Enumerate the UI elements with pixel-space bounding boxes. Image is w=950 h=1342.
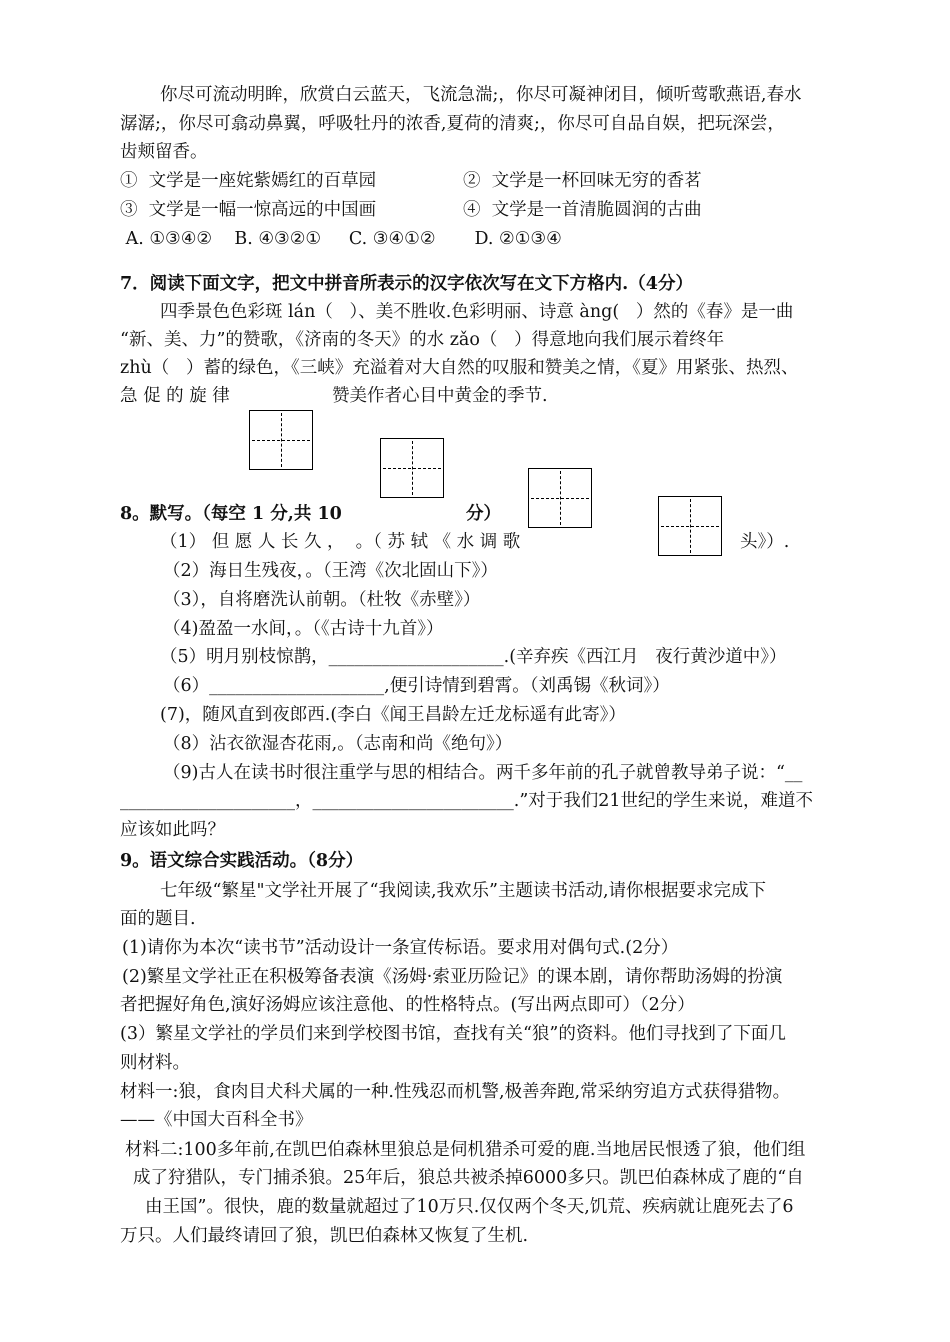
q7-line-4a: 急 促 的 旋 律 <box>120 386 230 406</box>
q6-option-3: ③ 文学是一幅一惊高远的中国画 <box>120 200 377 220</box>
q8-item-9b: ____________________，_______________________.”对于我们21世纪的学生来说，难道不 <box>120 791 814 811</box>
q8-item-3: （3），自将磨洗认前朝。（杜牧《赤壁》） <box>163 590 481 610</box>
q8-item-4: （4)盈盈一水间，。（《古诗十九首》） <box>163 619 444 639</box>
q9-sub-2b: 者把握好角色,演好汤姆应该注意他、的性格特点。(写出两点即可）（2分） <box>120 995 695 1015</box>
q6-choices: A. ①③④② B. ④③②① C. ③④①② D. ②①③④ <box>120 229 562 249</box>
q8-item-1b: 头》）. <box>740 532 790 552</box>
q9-material-2d: 万只。人们最终请回了狼，凯巴伯森林又恢复了生机. <box>120 1226 529 1246</box>
q8-item-9a: （9)古人在读书时很注重学与思的相结合。两千多年前的孔子就曾教导弟子说：“__ <box>163 763 803 783</box>
q6-passage-line-1: 你尽可流动明眸，欣赏白云蓝天，飞流急湍;，你尽可凝神闭目，倾听莺歌燕语,春水 <box>160 85 802 105</box>
q9-sub-2a: (2)繁星文学社正在积极筹备表演《汤姆·索亚历险记》的课本剧，请你帮助汤姆的扮演 <box>122 967 783 987</box>
answer-grid-4[interactable] <box>658 496 722 556</box>
q9-sub-3b: 则材料。 <box>120 1053 190 1073</box>
q9-intro-2: 面的题目. <box>120 909 196 929</box>
q9-material-1a: 材料一:狼，食肉目犬科犬属的一种.性残忍而机警,极善奔跑,常采纳穷追方式获得猎物。 <box>120 1082 791 1102</box>
q6-passage-line-3: 齿颊留香。 <box>120 142 208 162</box>
q6-option-1: ① 文学是一座姹紫嫣红的百草园 <box>120 171 377 191</box>
answer-grid-3[interactable] <box>528 468 592 528</box>
q8-title-b: 分） <box>466 504 501 524</box>
q8-item-5: （5）明月别枝惊鹊，____________________.(辛弃疾《西江月 夜行黄沙道中》） <box>160 647 787 667</box>
q7-line-1: 四季景色色彩斑 lán（ ）、美不胜收.色彩明丽、诗意 àng( ）然的《春》是一曲 <box>160 302 794 322</box>
q9-intro-1: 七年级“繁星"文学社开展了“我阅读,我欢乐”主题读书活动,请你根据要求完成下 <box>160 881 767 901</box>
q7-title: 7．阅读下面文字，把文中拼音所表示的汉字依次写在文下方格内.（4分） <box>120 274 693 294</box>
q9-sub-1: (1)请你为本次“读书节”活动设计一条宣传标语。要求用对偶句式.(2分） <box>122 938 679 958</box>
q7-line-4b: 赞美作者心目中黄金的季节. <box>332 386 548 406</box>
q8-item-1a: （1） 但 愿 人 长 久 ， 。（ 苏 轼 《 水 调 歌 <box>160 532 521 552</box>
q6-option-4: ④ 文学是一首清脆圆润的古曲 <box>463 200 702 220</box>
q9-material-2a: 材料二:100多年前,在凯巴伯森林里狼总是伺机猎杀可爱的鹿.当地居民恨透了狼，他们组 <box>125 1140 806 1160</box>
q8-item-7: (7)，随风直到夜郎西.(李白《闻王昌龄左迁龙标遥有此寄》） <box>160 705 626 725</box>
q9-material-1b: ——《中国大百科全书》 <box>120 1110 313 1130</box>
q9-material-2c: 由王国”。很快，鹿的数量就超过了10万只.仅仅两个冬天,饥荒、疾病就让鹿死去了6 <box>145 1197 794 1217</box>
q8-item-8: （8）沾衣欲湿杏花雨,。（志南和尚《绝句》） <box>163 734 513 754</box>
q8-item-2: （2）海日生残夜，。（王湾《次北固山下》） <box>163 561 498 581</box>
q9-sub-3a: (3）繁星文学社的学员们来到学校图书馆，查找有关“狼”的资料。他们寻找到了下面几 <box>120 1024 786 1044</box>
answer-grid-1[interactable] <box>249 410 313 470</box>
q7-line-2: “新、美、力”的赞歌，《济南的冬天》的水 zǎo（ ）得意地向我们展示着终年 <box>120 330 725 350</box>
q7-line-3: zhù（ ）蓄的绿色，《三峡》充溢着对大自然的叹服和赞美之情，《夏》用紧张、热烈、 <box>120 358 799 378</box>
q8-title-a: 8。默写。（每空 1 分,共 10 <box>120 504 342 524</box>
q6-passage-line-2: 潺潺;，你尽可翕动鼻翼，呼吸牡丹的浓香,夏荷的清爽;，你尽可自品自娱，把玩深尝， <box>120 114 785 134</box>
q9-material-2b: 成了狩猎队，专门捕杀狼。25年后，狼总共被杀掉6000多只。凯巴伯森林成了鹿的“自 <box>133 1168 804 1188</box>
answer-grid-2[interactable] <box>380 438 444 498</box>
q8-item-6: （6）____________________,便引诗情到碧霄。（刘禹锡《秋词》） <box>163 676 670 696</box>
q9-title: 9。语文综合实践活动。（8分） <box>120 851 364 871</box>
q8-item-9c: 应该如此吗？ <box>120 820 225 840</box>
q6-option-2: ② 文学是一杯回味无穷的香茗 <box>463 171 702 191</box>
